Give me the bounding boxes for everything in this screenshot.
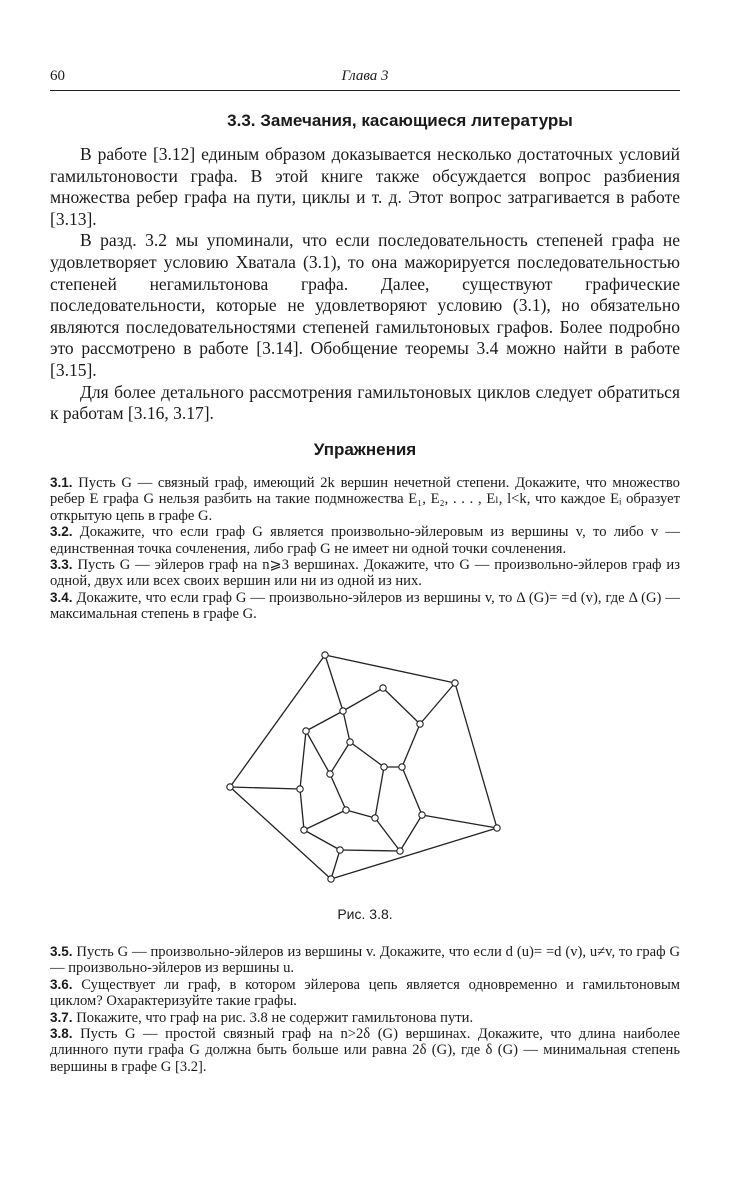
graph-vertex: [380, 685, 386, 691]
graph-edges: [230, 655, 497, 879]
exercise-list-2: [50, 944, 680, 1075]
graph-vertex: [419, 812, 425, 818]
exercise-item: [50, 590, 680, 623]
figure-graph: [222, 648, 504, 884]
paragraph: Для более детального рассмотрения гамильтоновых циклов следует обратиться к работам [3.16, 3.17].: [50, 381, 680, 424]
exercise-text: Докажите, что если граф G является произвольно-эйлеровым из вершины v, то либо v — единственная точка сочленения, либо граф G не имеет ни одной точки сочленения.: [50, 524, 680, 557]
graph-vertices: [227, 652, 500, 882]
running-head: [50, 68, 680, 88]
section-title: 3.3. Замечания, касающиеся литературы: [227, 111, 573, 130]
exercise-text: Покажите, что граф на рис. 3.8 не содержит гамильтонова пути.: [76, 1009, 474, 1026]
exercise-item: [50, 977, 680, 1010]
exercise-item: [50, 557, 680, 590]
exercise-item: [50, 1010, 680, 1026]
exercise-item: [50, 1026, 680, 1075]
graph-vertex: [343, 807, 349, 813]
exercises-title: Упражнения: [313, 440, 417, 459]
graph-vertex: [227, 784, 233, 790]
exercise-number: 3.6.: [50, 976, 73, 992]
graph-vertex: [452, 680, 458, 686]
exercise-number: 3.1.: [50, 475, 73, 490]
graph-vertex: [337, 847, 343, 853]
exercise-number: 3.3.: [50, 557, 73, 573]
exercise-number: 3.7.: [50, 1009, 73, 1025]
exercise-text: Пусть G — простой связный граф на n>2δ (G) вершинах. Докажите, что длина наиболее длинного пути графа G должна быть больше или равна 2δ (G), где δ (G) — минимальная степень вершины в графе G [3.2].: [50, 1026, 680, 1075]
graph-vertex: [297, 786, 303, 792]
exercise-number: 3.5.: [50, 944, 73, 959]
graph-vertex: [417, 721, 423, 727]
graph-vertex: [322, 652, 328, 658]
graph-vertex: [327, 771, 333, 777]
page-number: 60: [50, 68, 65, 84]
exercise-text: Пусть G — произвольно-эйлеров из вершины v. Докажите, что если d (u)= =d (v), u≠v, то граф G — произвольно-эйлеров из вершины u.: [50, 944, 680, 977]
graph-vertex: [301, 827, 307, 833]
exercise-number: 3.2.: [50, 524, 73, 540]
paragraph: В работе [3.12] единым образом доказывается несколько достаточных условий гамильтоновости графа. В этой книге также обсуждается вопрос разбиения множества ребер графа на пути, циклы и т. д. Этот вопрос затрагивается в работе [3.13].: [50, 144, 680, 229]
exercise-item: [50, 524, 680, 557]
exercise-list-1: [50, 475, 680, 623]
section-body: [50, 144, 680, 425]
exercise-number: 3.4.: [50, 589, 73, 605]
graph-vertex: [397, 848, 403, 854]
paragraph: В разд. 3.2 мы упоминали, что если последовательность степеней графа не удовлетворяет условию Хватала (3.1), то она мажорируется последовательностью степеней негамильтонова графа. Далее, существуют графические последовательности, которые не удовлетворяют условию (3.1), но обязательно являются последовательностями степеней гамильтоновых графов. Более подробно это рассмотрено в работе [3.14]. Обобщение теоремы 3.4 можно найти в работе [3.15].: [50, 230, 680, 380]
exercise-text: Докажите, что если граф G — произвольно-эйлеров из вершины v, то Δ (G)= =d (v), где Δ (G) — максимальная степень в графе G.: [50, 589, 680, 623]
exercise-text: Пусть G — эйлеров граф на n⩾3 вершинах. Докажите, что G — произвольно-эйлеров граф из одной, двух или всех своих вершин или ни из одной из них.: [50, 557, 680, 590]
figure-caption: Рис. 3.8.: [337, 906, 393, 922]
exercise-text: Пусть G — связный граф, имеющий 2k вершин нечетной степени. Докажите, что множество ребер E графа G нельзя разбить на такие подмножества E₁, E₂, . . . , Eₗ, l<k, что каждое Eᵢ образует открытую цепь в графе G.: [50, 475, 680, 524]
exercise-item: [50, 944, 680, 977]
chapter-title: Глава 3: [341, 68, 389, 84]
exercise-item: [50, 475, 680, 524]
graph-vertex: [381, 764, 387, 770]
exercise-text: Существует ли граф, в котором эйлерова цепь является одновременно и гамильтоновым циклом? Охарактеризуйте такие графы.: [50, 976, 680, 1010]
graph-vertex: [347, 739, 353, 745]
graph-vertex: [372, 815, 378, 821]
exercise-number: 3.8.: [50, 1026, 73, 1042]
graph-vertex: [399, 764, 405, 770]
graph-vertex: [303, 728, 309, 734]
graph-vertex: [328, 876, 334, 882]
header-rule: [50, 90, 680, 91]
graph-vertex: [494, 825, 500, 831]
graph-vertex: [340, 708, 346, 714]
